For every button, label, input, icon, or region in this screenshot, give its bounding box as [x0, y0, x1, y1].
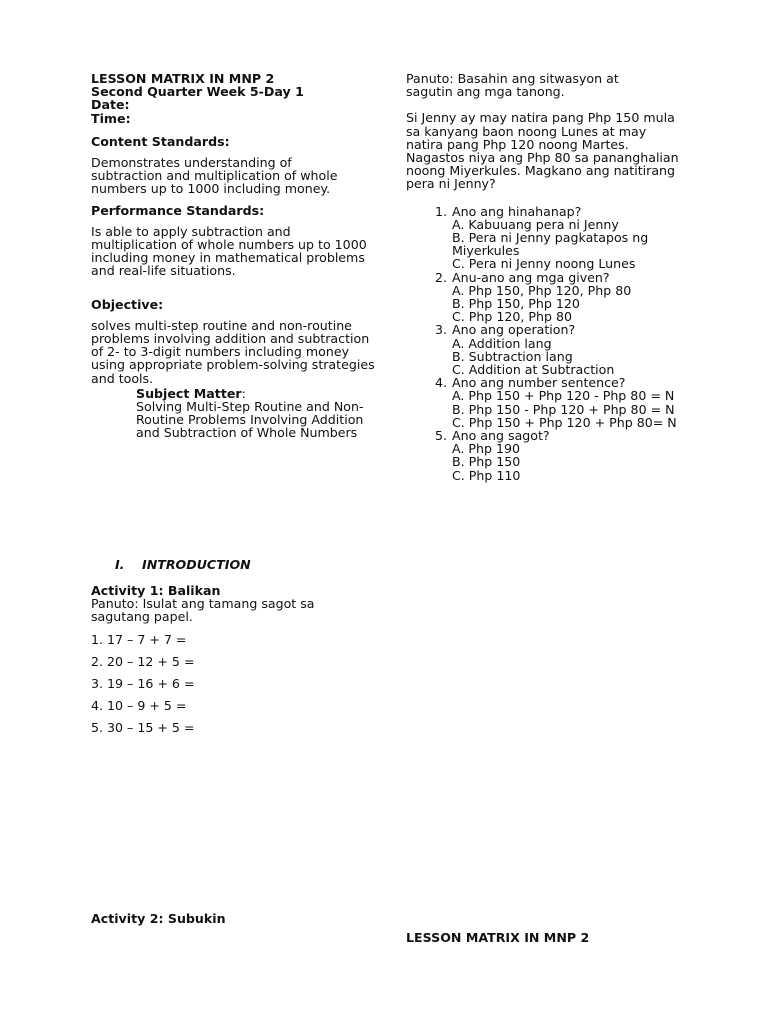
- introduction-numeral: I.: [115, 557, 125, 572]
- subject-matter-text: Solving Multi-Step Routine and Non-Routine Problems Involving Addition and Subtraction of Whole Numbers: [136, 399, 364, 441]
- lesson-title: LESSON MATRIX IN MNP 2: [91, 71, 275, 86]
- subject-matter: [136, 387, 376, 440]
- question-item: [451, 271, 696, 324]
- activity-1-item: 1. 17 – 7 + 7 =: [91, 631, 187, 647]
- date-label: Date:: [91, 97, 130, 113]
- answer-option: C. Addition at Subtraction: [452, 362, 615, 378]
- question-item: [451, 429, 696, 482]
- answer-option: B. Php 150 - Php 120 + Php 80 = N: [452, 401, 675, 417]
- answer-option: C. Php 150 + Php 120 + Php 80= N: [452, 414, 677, 430]
- answer-option: B. Php 150, Php 120: [452, 296, 580, 312]
- answer-option: B. Subtraction lang: [452, 348, 573, 364]
- answer-option: A. Addition lang: [452, 335, 552, 351]
- activity-2-title: Activity 2: Subukin: [91, 911, 226, 926]
- activity-1-item: 2. 20 – 12 + 5 =: [91, 653, 195, 669]
- performance-standards-text: Is able to apply subtraction and multiplication of whole numbers up to 1000 including money in mathematical problems and real-life situations.: [91, 223, 367, 279]
- content-standards-text: Demonstrates understanding of subtraction and multiplication of whole numbers up to 1000 including money.: [91, 155, 338, 197]
- objective-heading: Objective:: [91, 296, 164, 312]
- answer-option: A. Php 190: [452, 441, 521, 457]
- content-standards-heading: Content Standards:: [91, 133, 230, 149]
- question-item: [451, 376, 696, 429]
- answer-option: C. Pera ni Jenny noong Lunes: [452, 256, 636, 272]
- question-list: [406, 205, 696, 482]
- left-column: [91, 72, 381, 440]
- situation-instruction: Panuto: Basahin ang sitwasyon at sagutin ang mga tanong.: [406, 71, 619, 100]
- activity-1-title: Activity 1: Balikan: [91, 583, 221, 598]
- time-label: Time:: [91, 110, 131, 126]
- quarter-week: Second Quarter Week 5-Day 1: [91, 84, 304, 100]
- answer-option: A. Php 150 + Php 120 - Php 80 = N: [452, 388, 675, 404]
- activity-1-item: 5. 30 – 15 + 5 =: [91, 720, 195, 736]
- answer-option: C. Php 110: [452, 467, 521, 483]
- question-text: 3. Ano ang operation?: [452, 322, 576, 338]
- question-item: [451, 205, 696, 271]
- objective-text: solves multi-step routine and non-routine problems involving addition and subtraction of 2- to 3-digit numbers including money using appropriate problem-solving strategies and tools.: [91, 317, 375, 386]
- answer-option: C. Php 120, Php 80: [452, 309, 573, 325]
- activity-1-item: 4. 10 – 9 + 5 =: [91, 698, 187, 714]
- question-item: [451, 323, 696, 376]
- footer-lesson-title: LESSON MATRIX IN MNP 2: [406, 930, 590, 945]
- question-text: 4. Ano ang number sentence?: [452, 375, 626, 391]
- answer-option: B. Php 150: [452, 454, 521, 470]
- subject-matter-colon: :: [241, 385, 246, 401]
- answer-option: B. Pera ni Jenny pagkatapos ng Miyerkules: [452, 230, 649, 259]
- question-text: 2. Anu-ano ang mga given?: [452, 269, 610, 285]
- right-column: [406, 72, 696, 482]
- situation-story: Si Jenny ay may natira pang Php 150 mula sa kanyang baon noong Lunes at may natira pang Php 120 noong Martes. Nagastos niya ang Php 80 sa pananghalian noong Miyerkules. Magkano ang natitirang pera ni Jenny?: [406, 110, 679, 192]
- subject-matter-heading: Subject Matter: [136, 385, 242, 401]
- activity-1-instruction: Panuto: Isulat ang tamang sagot sa sagutang papel.: [91, 596, 315, 625]
- question-text: 1. Ano ang hinahanap?: [452, 203, 582, 219]
- introduction-title: INTRODUCTION: [142, 557, 251, 572]
- answer-option: A. Kabuuang pera ni Jenny: [452, 216, 619, 232]
- performance-standards-heading: Performance Standards:: [91, 202, 265, 218]
- activity-1-item: 3. 19 – 16 + 6 =: [91, 676, 195, 692]
- answer-option: A. Php 150, Php 120, Php 80: [452, 282, 632, 298]
- activity-1: [91, 584, 376, 735]
- question-text: 5. Ano ang sagot?: [452, 428, 550, 444]
- introduction-heading: [115, 558, 251, 571]
